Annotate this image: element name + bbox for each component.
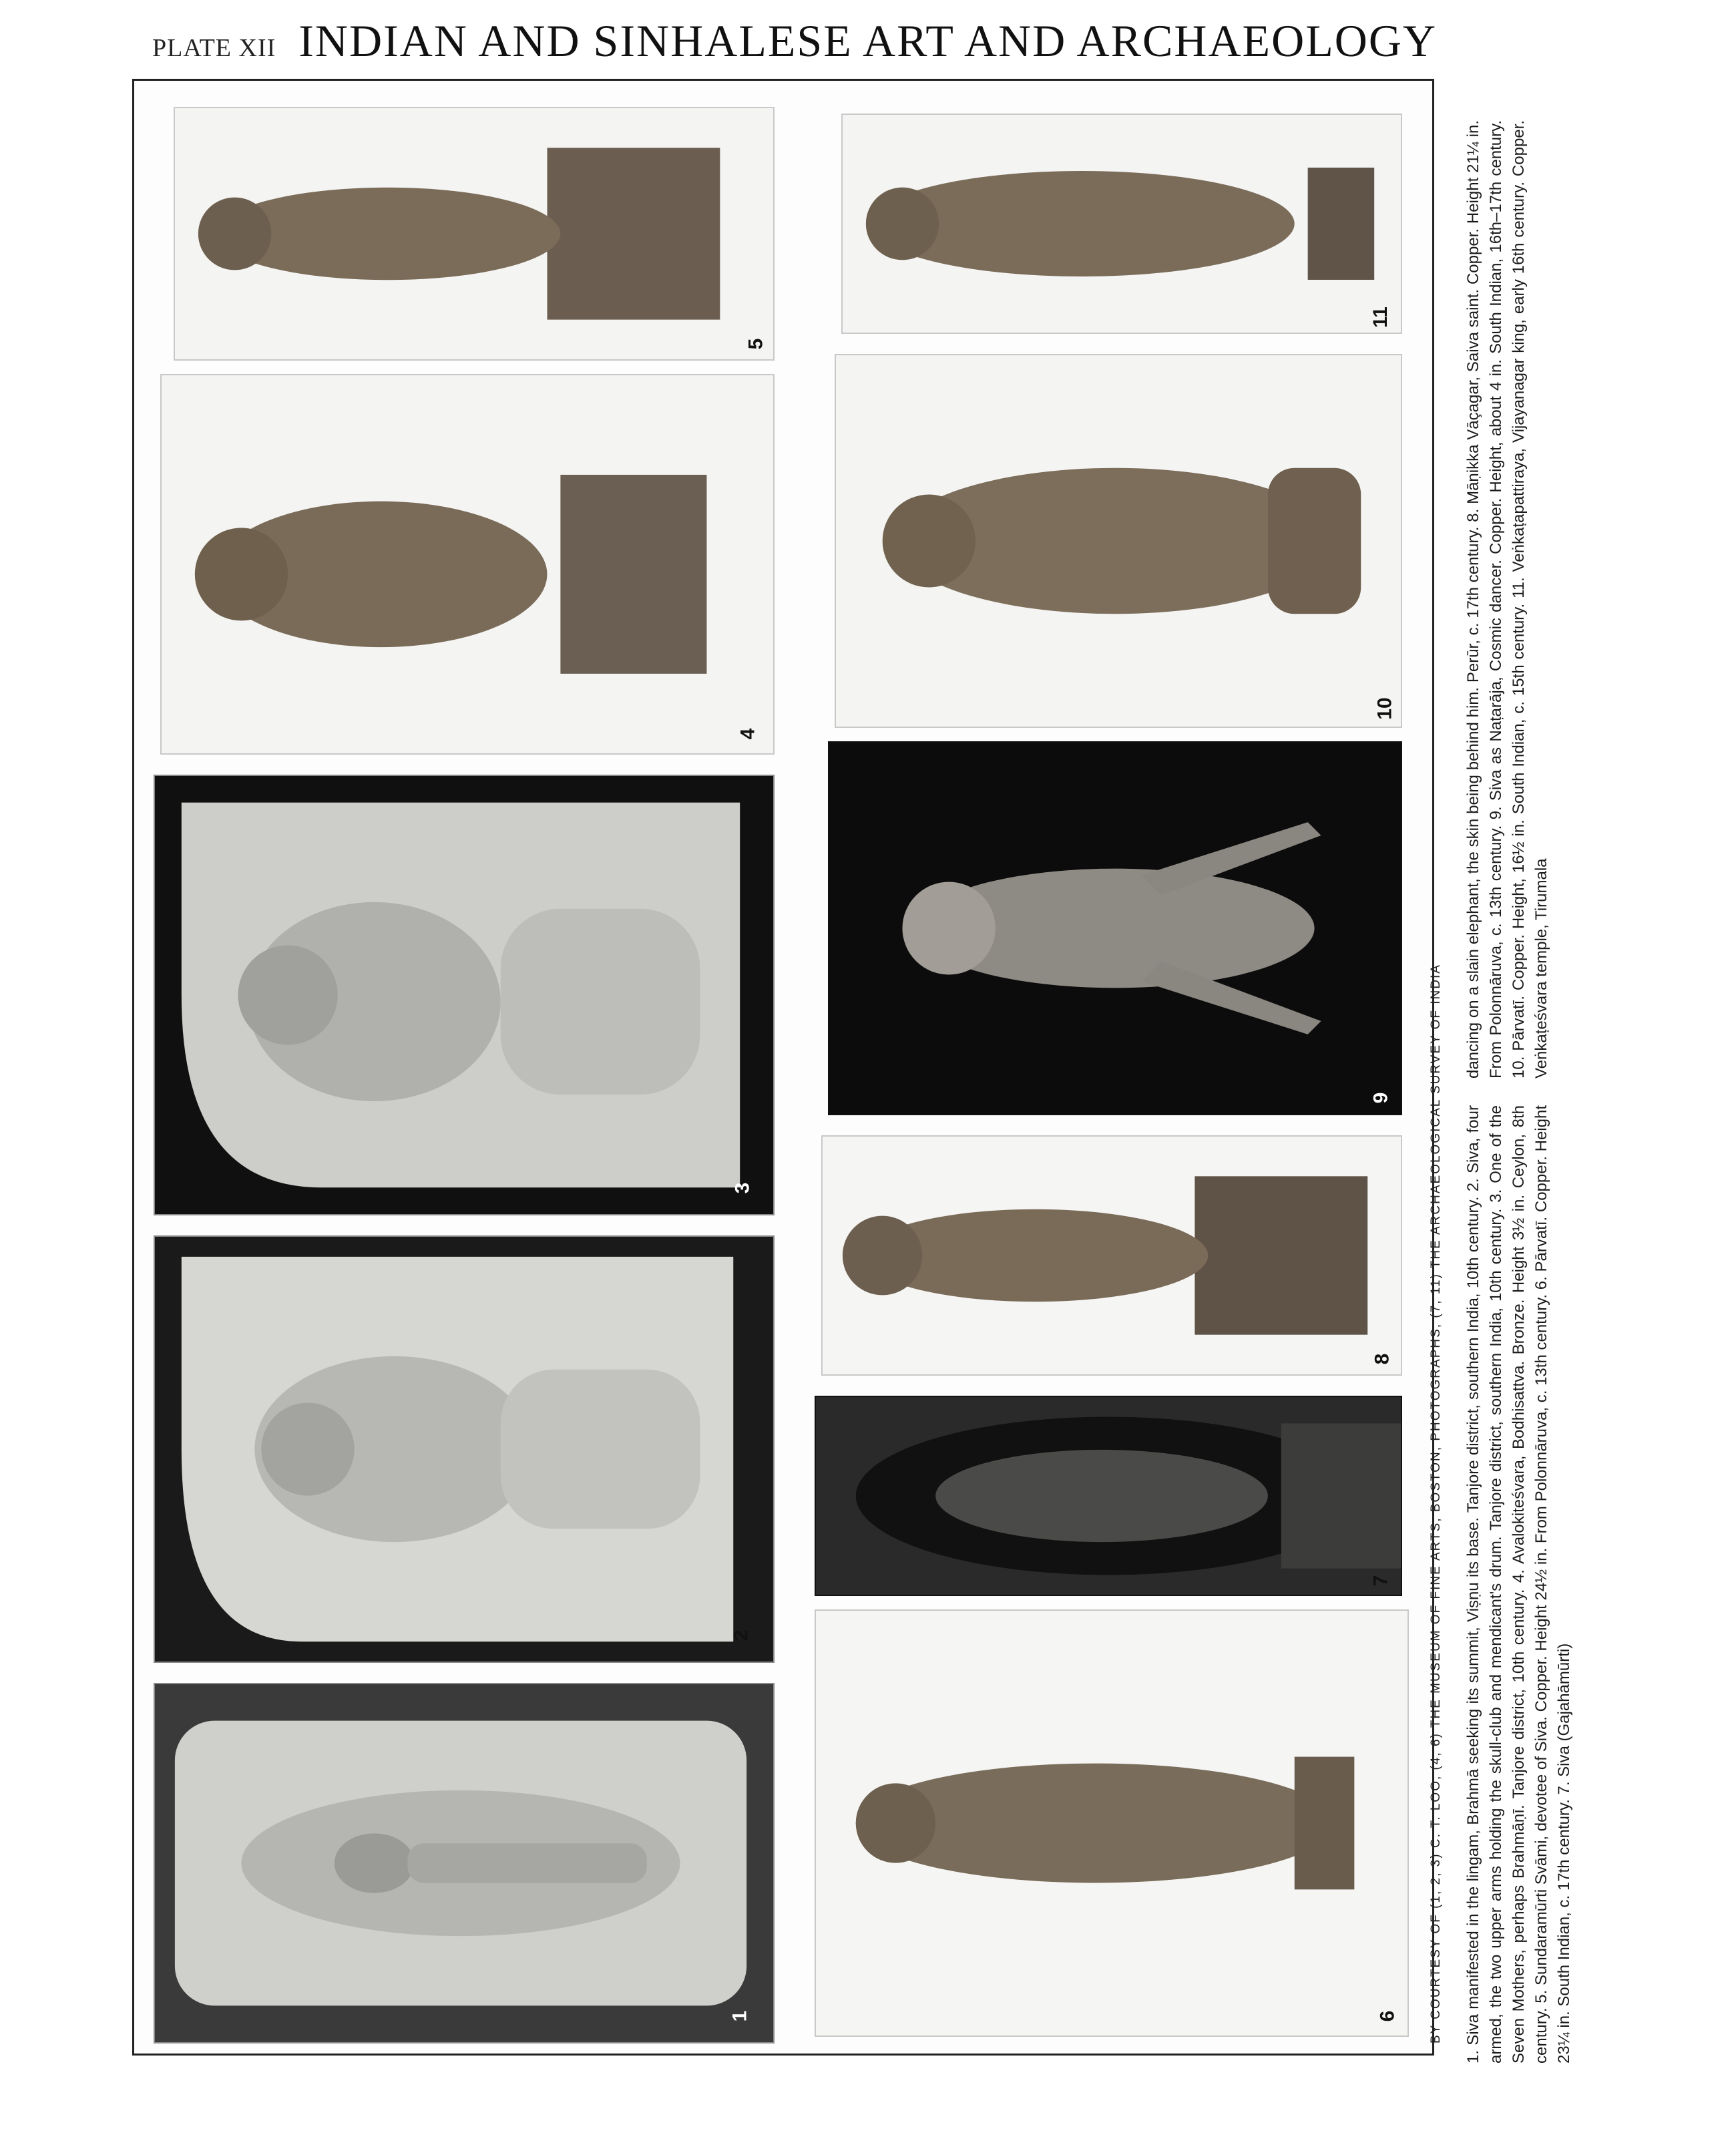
- caption-column-1: 1. Siva manifested in the lingam, Brahmā seeking its summit, Viṣṇu its base. Tanjore district, southern India, 10th century. 2. Siva, four armed, the two upper arms holding the skull-club and mendicant's drum. Tanjore district, southern India, 10th century. 3. One of the Seven Mothers, perhaps Brahmāṇī. Tanjore district, 10th century. 4. Avalokiteśvara, Bodhisattva. Bronze. Height 3½ in. Ceylon, 8th century. 5. Sundaramūrti Svāmi, devotee of Siva. Copper. Height 24½ in. From Polonnāruva, c. 13th century. 6. Pārvatī. Copper. Height 23¼ in. South Indian, c. 17th century. 7. Siva (Gajahāmūrti): [1464, 1105, 1573, 2064]
- figure-4-avalokitesvara: [160, 374, 775, 755]
- figure-3-seven-mothers-relief: [154, 775, 775, 1215]
- figure-number: 8: [1371, 1353, 1393, 1365]
- figure-number: 10: [1373, 697, 1396, 720]
- plate-label: PLATE XII: [152, 34, 276, 62]
- page-title: INDIAN AND SINHALESE ART AND ARCHAEOLOGY: [298, 15, 1438, 66]
- figure-7-siva-gajaha: [815, 1396, 1402, 1596]
- figure-number: 1: [728, 2010, 751, 2022]
- page-header: [152, 15, 1454, 75]
- photo-credit: BY COURTESY OF (1, 2, 3) C. T. LOO, (4, 6) THE MUSEUM OF FINE ARTS, BOSTON; PHOTOGRAPHS, (7, 11) THE ARCHAEOLOGICAL SURVEY OF INDIA: [1429, 964, 1443, 2043]
- figure-1-lingam-relief: [154, 1683, 775, 2043]
- figure-number: 3: [731, 1182, 754, 1194]
- figure-10-parvati: [835, 354, 1402, 728]
- figure-number: 4: [736, 728, 759, 740]
- figure-number: 2: [730, 1629, 752, 1641]
- figure-number: 5: [744, 338, 767, 350]
- figure-2-siva-relief: [154, 1235, 775, 1663]
- caption-column-2: dancing on a slain elephant, the skin being behind him. Perūr, c. 17th century. 8. Māṇikka Vāçagar, Saiva saint. Copper. Height 21¼ in. From Polonnāruva, c. 13th century. 9. Siva as Naṭarāja, Cosmic dancer. Copper. Height, about 4 in. South Indian, 16th–17th century. 10. Pārvatī. Copper. Height, 16½ in. South Indian, c. 15th century. 11. Veṅkaṭapattiraya, Vijayanagar king, early 16th century. Copper. Veṅkaṭeśvara temple, Tirumala: [1464, 120, 1550, 1079]
- figure-number: 7: [1369, 1575, 1392, 1587]
- plate-caption: [1462, 120, 1736, 2064]
- figure-8-manikka-vacagar: [821, 1135, 1402, 1376]
- figure-6-parvati: [815, 1609, 1409, 2037]
- figure-number: 6: [1376, 2010, 1399, 2022]
- figure-11-venkatapattiraya: [841, 114, 1402, 334]
- figure-number: 9: [1369, 1092, 1392, 1104]
- figure-number: 11: [1369, 307, 1391, 328]
- figure-5-sundaramurti: [174, 107, 775, 361]
- figure-9-nataraja: [828, 741, 1402, 1115]
